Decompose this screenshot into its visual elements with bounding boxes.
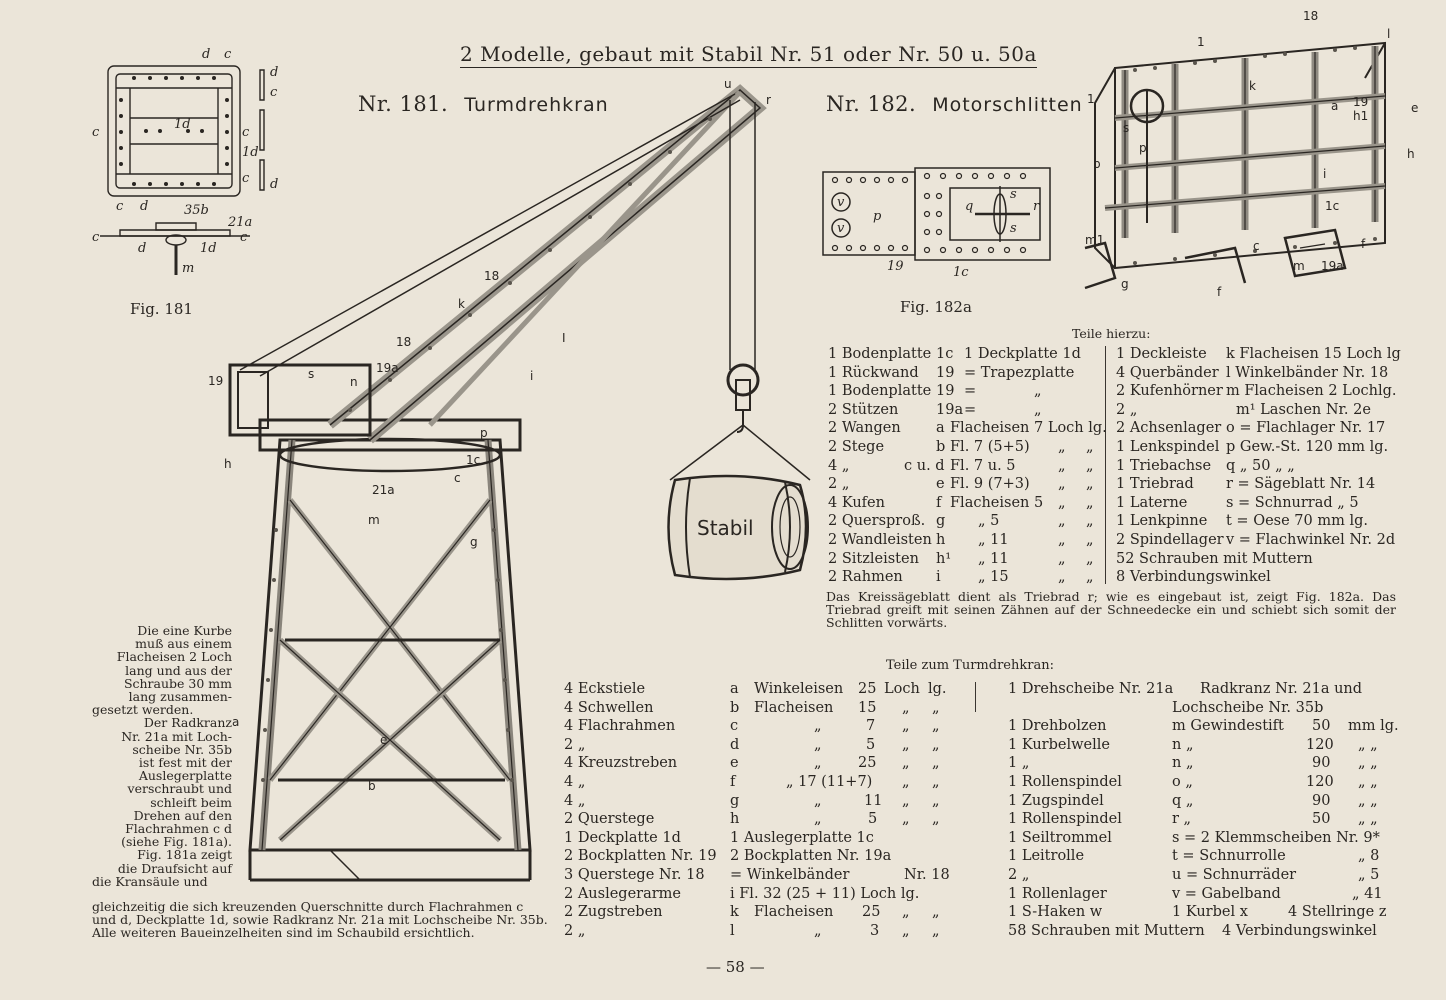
list-182-left-row: 4 Kufen f Flacheisen 5 „ „ [828, 494, 1094, 511]
list-181-right-row: 1 Drehscheibe Nr. 21a Radkranz Nr. 21a und [1008, 681, 1363, 697]
sled-label-h1: h1 [1353, 109, 1369, 123]
bottom-note-line: und d, Deckplatte 1d, sowie Radkranz Nr. 21a mit Lochscheibe Nr. 35b. [92, 912, 548, 928]
crane-label-s: s [308, 367, 315, 381]
crane-label-r: r [766, 93, 771, 107]
sled-label-a: a [1331, 99, 1339, 113]
fig-182a-label-s2: s [1010, 221, 1017, 236]
fig-181-label-5: c [92, 125, 100, 140]
list-182-right-row: 2 „ m¹ Laschen Nr. 2e [1116, 401, 1371, 418]
fig-182a-label-1c: 1c [953, 265, 969, 280]
list-181-left-row: 1 Deckplatte 1d 1 Auslegerplatte 1c [564, 829, 874, 846]
sled-label-p: p [1139, 141, 1147, 155]
sled-label-m1: m1 [1085, 233, 1105, 247]
barrel-label: Stabil [697, 516, 754, 540]
side-note-line: muß aus einem [135, 636, 232, 652]
side-note-line: scheibe Nr. 35b [132, 741, 232, 757]
crane-label-b: b [368, 779, 376, 793]
model-182-title [826, 92, 1083, 116]
list-181-left-row: 4 „ f „ 17 (11+7) „ „ [564, 773, 940, 790]
list-182-note: Das Kreissägeblatt dient als Triebrad r; wie es eingebaut ist, zeigt Fig. 182a. Das Triebrad greift mit seinen Zähnen auf der Schneedecke ein und schiebt sich somit der Schlitten vorwärts. [826, 589, 1396, 631]
bottom-note-line: gleichzeitig die sich kreuzenden Querschnitte durch Flachrahmen c [92, 899, 524, 914]
bottom-note [92, 899, 548, 941]
list-182-right-row: 2 Achsenlager o = Flachlager Nr. 17 [1116, 420, 1386, 437]
crane-label-21a: 21a [372, 483, 395, 497]
fig-181-label-18: 1d [200, 241, 217, 256]
list-181-header: Teile zum Turmdrehkran: [886, 658, 1054, 673]
side-note-line: Nr. 21a mit Loch- [121, 728, 232, 744]
list-181-left-row: 2 „ d „ 5 „ „ [564, 736, 940, 753]
fig-182a-caption: Fig. 182a [900, 298, 972, 316]
crane-label-18a: 18 [484, 269, 500, 283]
list-181-left-row: 4 „ g „ 11 „ „ [564, 792, 940, 809]
list-181-right-row: 1 Drehbolzen m Gewindestift 50 mm lg. [1008, 718, 1399, 735]
crane-label-19: 19 [208, 374, 224, 388]
list-182-left-row: 2 Quersproß. g „ 5 „ „ [828, 513, 1094, 530]
page-number: — 58 — [706, 958, 765, 976]
side-note-line: lang zusammen- [128, 689, 232, 705]
model-181-name: Turmdrehkran [464, 94, 609, 116]
list-181-right-row: 1 Zugspindel q „ 90 „ „ [1008, 792, 1378, 809]
crane-label-i: i [530, 369, 534, 383]
fig-181-label-12: d [140, 199, 149, 214]
fig-181-label-11: c [116, 199, 124, 214]
fig-182a-label-v1: v [837, 195, 845, 210]
fig-181-label-3: d [270, 65, 279, 80]
sled-label-f2: f [1217, 285, 1222, 299]
fig-181-label-10: d [270, 177, 279, 192]
side-note-line: Drehen auf den [133, 807, 232, 823]
list-182-right-row: 4 Querbänder l Winkelbänder Nr. 18 [1116, 364, 1389, 381]
fig-181-caption: Fig. 181 [130, 300, 193, 318]
fig-181-label-4: c [270, 85, 278, 100]
side-note-line: die Kransäule und [92, 873, 208, 889]
fig-182a-label-s1: s [1010, 187, 1017, 202]
crane-label-a: a [232, 715, 240, 729]
side-note-line: Die eine Kurbe [137, 623, 232, 638]
list-181-right-row: 1 „ n „ 90 „ „ [1008, 755, 1378, 772]
sled-label-c: c [1253, 239, 1260, 253]
list-181-right-row: Lochscheibe Nr. 35b [1172, 699, 1324, 716]
sled-illustration [1085, 8, 1425, 298]
list-181-right-row: 2 „ u = Schnurräder „ 5 [1008, 866, 1380, 883]
list-181-divider [975, 682, 976, 712]
fig-181-label-7: c [242, 125, 250, 140]
sled-label-m: m [1293, 259, 1305, 273]
fig-182a-label-q: q [965, 199, 974, 214]
sled-label-18: 18 [1303, 9, 1319, 23]
list-181-left-row: 4 Kreuzstreben e „ 25 „ „ [564, 755, 940, 772]
page-header: 2 Modelle, gebaut mit Stabil Nr. 51 oder Nr. 50 u. 50a [460, 42, 1037, 66]
list-181-right-row: 1 Seiltrommel s = 2 Klemmscheiben Nr. 9* [1008, 829, 1380, 846]
model-181-number: Nr. 181. [358, 92, 449, 116]
side-note-line: die Draufsicht auf [117, 860, 232, 876]
fig-181-label-17: d [138, 241, 147, 256]
crane-label-h: h [224, 457, 232, 471]
list-181-right-row: 1 S-Haken w 1 Kurbel x 4 Stellringe z [1008, 904, 1387, 921]
list-181-left-row: 2 Querstege h „ 5 „ „ [564, 811, 940, 828]
list-181-right-row: 1 Leitrolle t = Schnurrolle „ 8 [1008, 848, 1380, 865]
list-182-left [828, 345, 1107, 587]
model-182-name: Motorschlitten [932, 94, 1083, 116]
list-182-right-row: 1 Deckleiste k Flacheisen 15 Loch lg [1116, 346, 1401, 362]
list-182-left-row: 1 Bodenplatte 1c 1 Deckplatte 1d [828, 346, 1081, 362]
list-182-left-row: 2 Stege b Fl. 7 (5+5) „ „ [828, 438, 1094, 455]
sled-label-f1: f [1361, 237, 1366, 251]
list-182-right-row: 1 Laterne s = Schnurrad „ 5 [1116, 494, 1359, 511]
list-182-right-row: 2 Spindellager v = Flachwinkel Nr. 2d [1116, 531, 1396, 548]
crane-label-I: I [562, 331, 566, 345]
side-note [92, 624, 232, 888]
crane-label-18b: 18 [396, 335, 412, 349]
fig-181-label-9: c [242, 171, 250, 186]
sled-label-s: s [1123, 121, 1130, 135]
list-181-left-row: 2 Auslegerarme i Fl. 32 (25 + 11) Loch lg. [564, 885, 920, 902]
fig-181-label-13: 35b [184, 203, 209, 218]
list-182-left-row: 2 Sitzleisten h¹ „ 11 „ „ [828, 550, 1094, 567]
list-181-left-row: 3 Querstege Nr. 18 = Winkelbänder Nr. 18 [564, 866, 950, 883]
list-182-left-row: 1 Bodenplatte 19 = „ [828, 383, 1042, 400]
sled-label-g: g [1121, 277, 1129, 291]
list-182-right-row: 1 Lenkspindel p Gew.-St. 120 mm lg. [1116, 438, 1389, 455]
list-182-left-row: 2 Rahmen i „ 15 „ „ [828, 569, 1094, 586]
list-182-left-row: 4 „ c u. d Fl. 7 u. 5 „ „ [828, 457, 1094, 474]
bottom-note-line: Alle weiteren Baueinzelheiten sind im Schaubild ersichtlich. [92, 925, 475, 941]
crane-label-m: m [368, 513, 380, 527]
list-181-left-row: 2 „ l „ 3 „ „ [564, 922, 940, 939]
side-note-line: gesetzt werden. [92, 702, 194, 718]
side-note-line: Flachrahmen c d [125, 821, 232, 837]
fig-181-label-14: 21a [228, 215, 253, 230]
fig-181-label-15: c [92, 230, 100, 245]
fig-182a-label-19: 19 [887, 259, 904, 274]
list-182-right-row: 1 Lenkpinne t = Oese 70 mm lg. [1116, 513, 1368, 530]
list-182-right-row: 52 Schrauben mit Muttern [1116, 550, 1313, 567]
list-181-right [1008, 680, 1408, 940]
side-note-line: Der Radkranz [143, 715, 232, 731]
fig-181-label-19: m [182, 261, 195, 276]
side-note-line: schleift beim [150, 794, 232, 810]
sled-label-h: h [1407, 147, 1415, 161]
sled-label-b: b [1093, 157, 1101, 171]
fig-181-label-8: 1d [242, 145, 259, 160]
crane-label-19a: 19a [376, 361, 399, 375]
model-182-number: Nr. 182. [826, 92, 917, 116]
fig-181-label-16: c [240, 230, 248, 245]
crane-label-1c: 1c [466, 453, 481, 467]
list-181-left-row: 4 Schwellen b Flacheisen 15 „ „ [564, 699, 940, 716]
list-182-left-row: 1 Rückwand 19 = Trapezplatte [828, 364, 1075, 381]
list-182-right [1116, 345, 1406, 587]
list-182-divider [1105, 346, 1106, 584]
crane-label-u: u [724, 77, 732, 91]
sled-label-l: l [1387, 27, 1391, 41]
sled-label-e: e [1411, 101, 1419, 115]
list-181-left-row: 4 Eckstiele a Winkeleisen 25 Loch lg. [564, 681, 947, 697]
list-182-right-row: 1 Triebachse q „ 50 „ „ [1116, 457, 1295, 474]
crane-label-p: p [480, 426, 488, 440]
list-182-right-row: 1 Triebrad r = Sägeblatt Nr. 14 [1116, 476, 1376, 493]
side-note-line: ist fest mit der [138, 755, 232, 771]
crane-label-g: g [470, 535, 478, 549]
fig-182a-label-r: r [1033, 199, 1040, 214]
list-182-header: Teile hierzu: [1072, 326, 1151, 341]
side-note-line: Auslegerplatte [138, 768, 232, 784]
side-note-line: (siehe Fig. 181a). [121, 834, 232, 850]
fig-182a-label-p: p [873, 209, 882, 224]
side-note-line: Flacheisen 2 Loch [116, 649, 232, 665]
list-181-right-row: 58 Schrauben mit Muttern 4 Verbindungswinkel [1008, 922, 1377, 939]
list-181-left-row: 2 Zugstreben k Flacheisen 25 „ „ [564, 904, 940, 921]
sled-label-k: k [1249, 79, 1256, 93]
sled-label-1c: 1c [1325, 199, 1340, 213]
list-181-right-row: 1 Rollenspindel r „ 50 „ „ [1008, 811, 1378, 828]
list-181-right-row: 1 Kurbelwelle n „ 120 „ „ [1008, 736, 1378, 753]
list-182-left-row: 2 Wandleisten h „ 11 „ „ [828, 531, 1094, 548]
list-181-left-row: 4 Flachrahmen c „ 7 „ „ [564, 718, 940, 735]
side-note-line: Fig. 181a zeigt [137, 847, 232, 863]
list-181-right-row: 1 Rollenspindel o „ 120 „ „ [1008, 773, 1378, 790]
fig-181-label-1: d [202, 47, 211, 62]
fig-181-label-6: 1d [174, 117, 191, 132]
list-182-left-row: 2 Stützen 19a = „ [828, 401, 1042, 418]
list-181-right-row: 1 Rollenlager v = Gabelband „ 41 [1008, 885, 1383, 902]
sled-label-i: i [1323, 167, 1327, 181]
list-182-right-row: 8 Verbindungswinkel [1116, 569, 1271, 586]
side-note-line: verschraubt und [127, 781, 232, 797]
list-182-left-row: 2 Wangen a Flacheisen 7 Loch lg. [828, 420, 1107, 437]
fig-182a-label-v2: v [837, 221, 845, 236]
crane-label-c: c [454, 471, 461, 485]
fig-181-label-2: c [224, 47, 232, 62]
sled-label-1b: 1 [1087, 92, 1095, 106]
list-182-right-row: 2 Kufenhörner m Flacheisen 2 Lochlg. [1116, 383, 1397, 400]
list-181-left [564, 680, 964, 940]
sled-label-19: 19 [1353, 95, 1369, 109]
side-note-line: lang und aus der [125, 662, 232, 678]
crane-label-k: k [458, 297, 465, 311]
fig-182a-diagram [815, 160, 1060, 285]
list-181-left-row: 2 Bockplatten Nr. 19 2 Bockplatten Nr. 19a [564, 848, 892, 865]
list-182-left-row: 2 „ e Fl. 9 (7+3) „ „ [828, 476, 1094, 493]
crane-label-e: e [380, 733, 388, 747]
side-note-line: Schraube 30 mm [123, 675, 232, 691]
sled-label-19a: 19a [1321, 259, 1344, 273]
sled-label-1: 1 [1197, 35, 1205, 49]
crane-label-n: n [350, 375, 358, 389]
